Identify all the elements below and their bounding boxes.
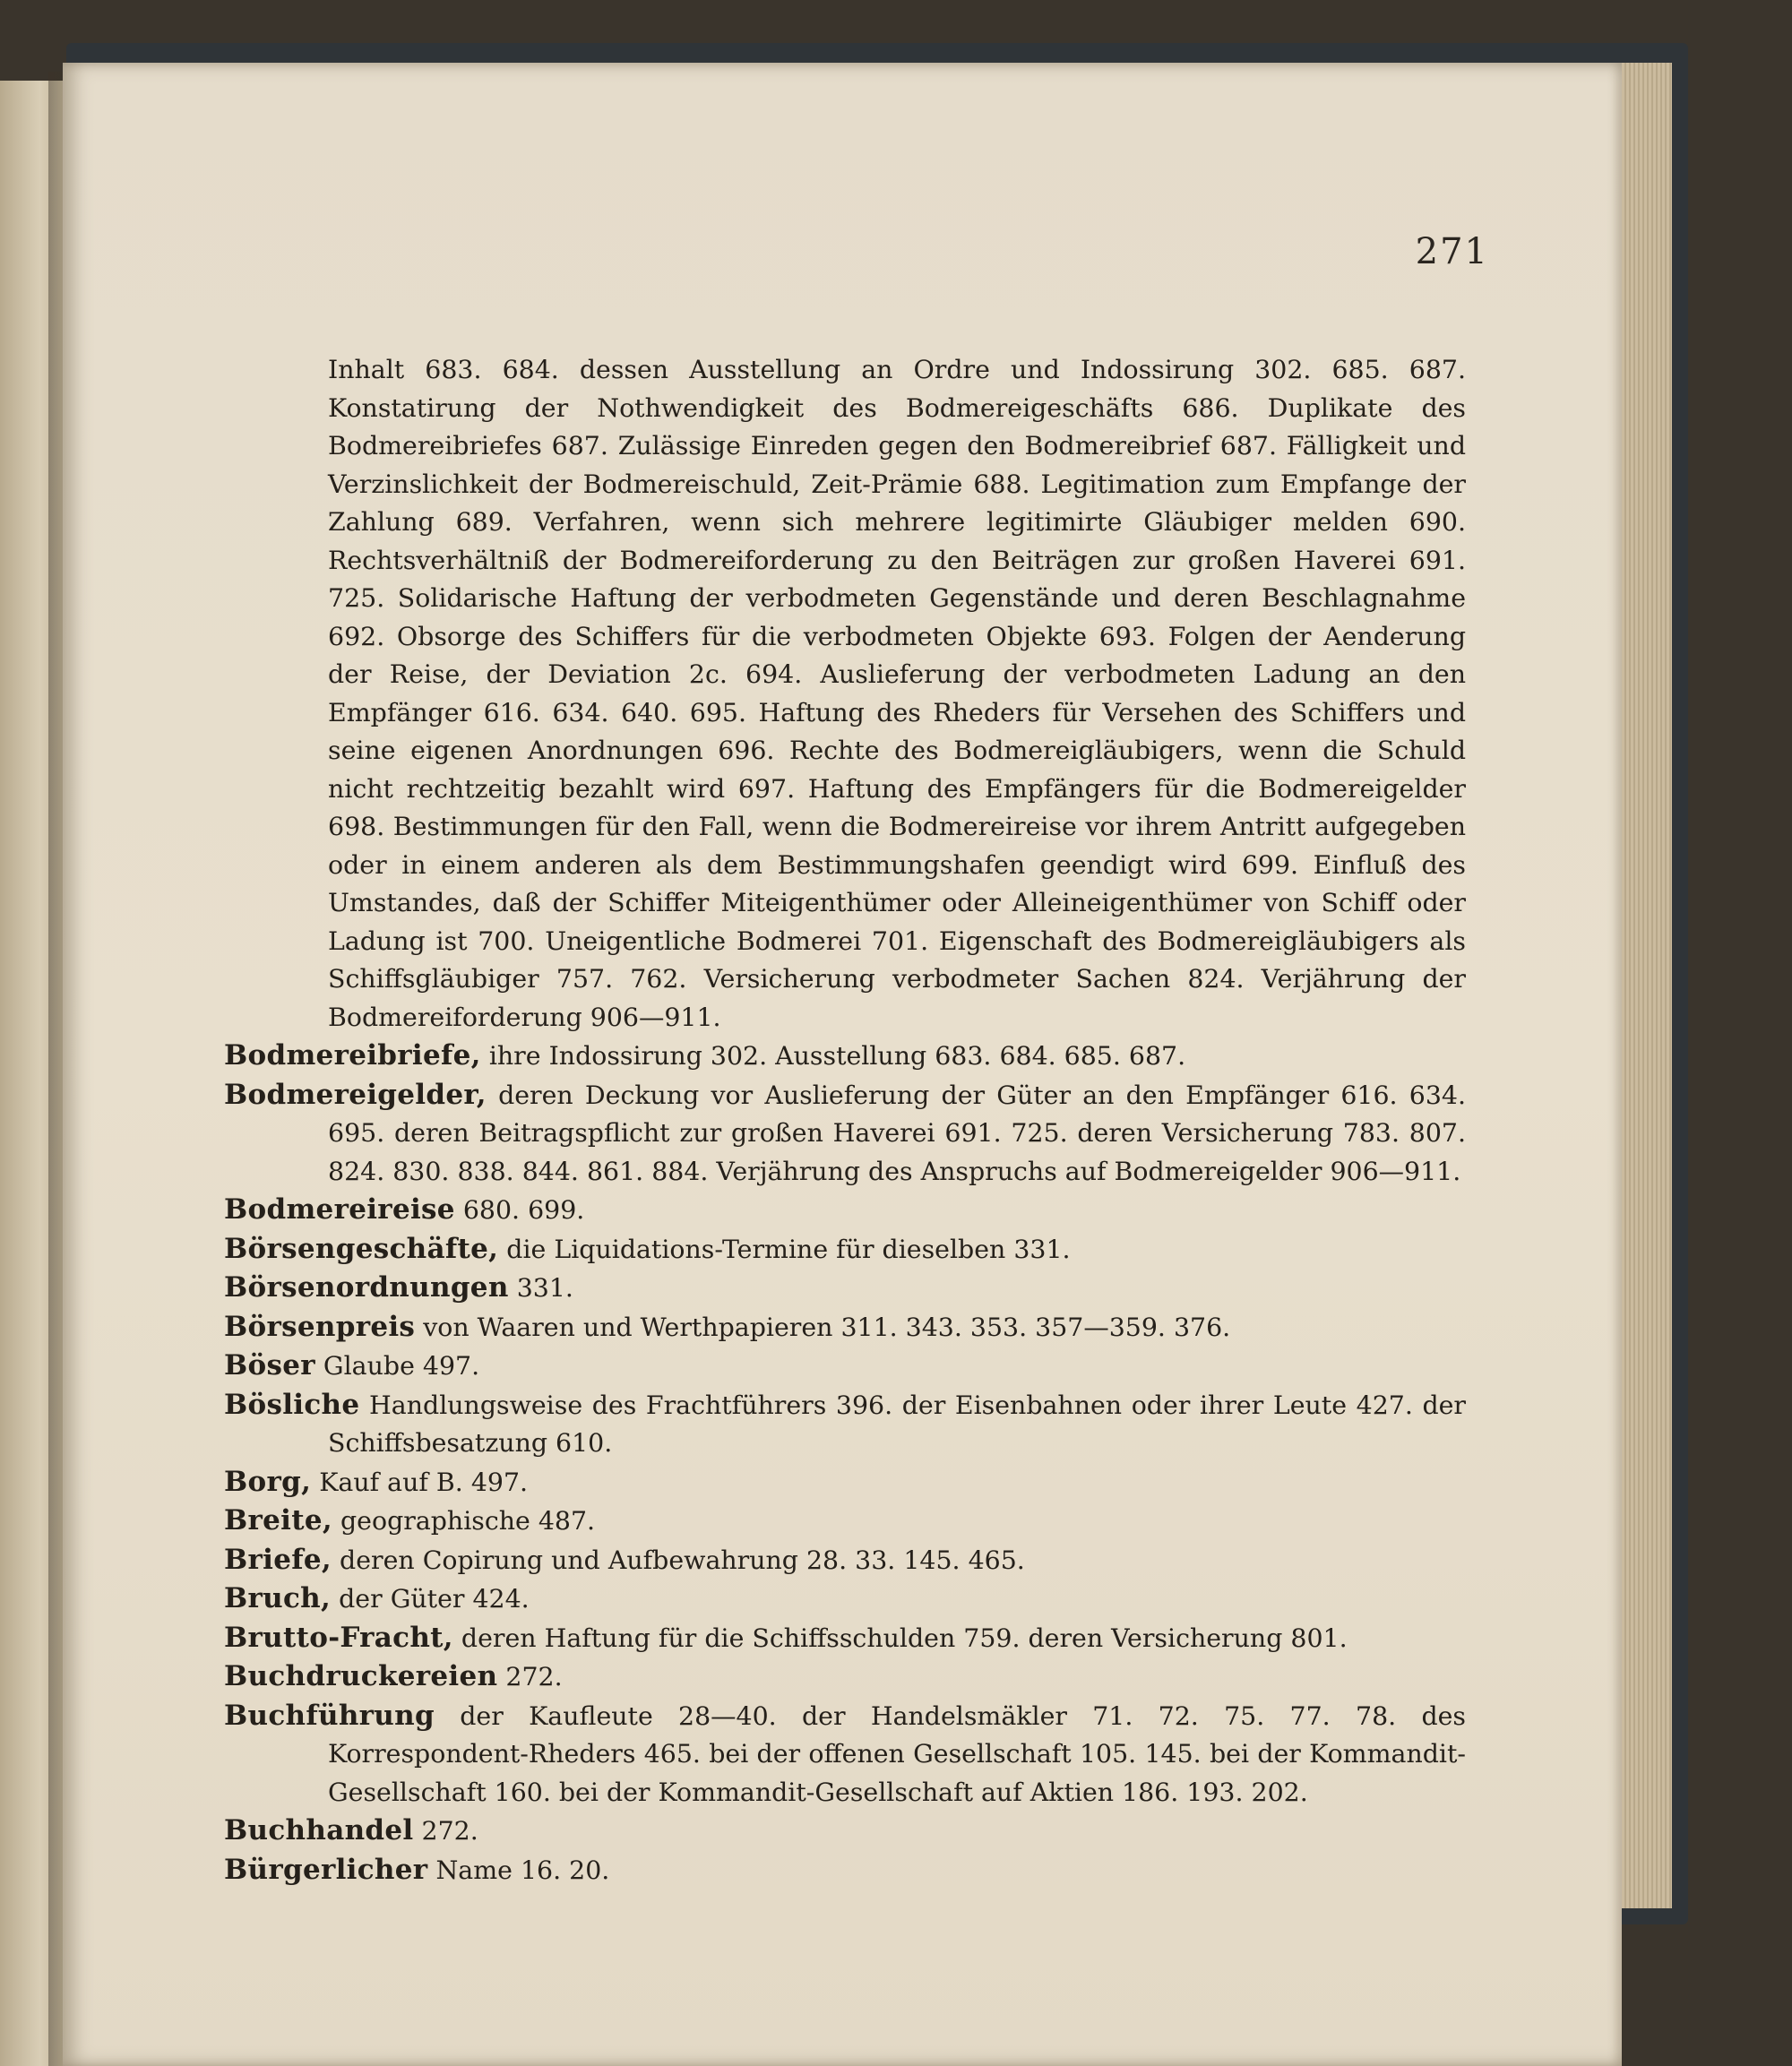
entry-term: Briefe, xyxy=(224,1543,332,1576)
index-entry xyxy=(224,1619,1466,1658)
entry-text: 272. xyxy=(421,1816,478,1846)
entry-text: Name 16. 20. xyxy=(435,1855,610,1885)
entry-text: deren Copirung und Aufbewahrung 28. 33. 145. 465. xyxy=(340,1545,1025,1575)
entry-term: Bodmereibriefe, xyxy=(224,1039,481,1072)
entry-term: Buchdruckereien xyxy=(224,1660,498,1692)
entry-text: deren Haftung für die Schiffsschulden 759. deren Versicherung 801. xyxy=(461,1623,1348,1653)
index-entry xyxy=(224,1463,1466,1502)
index-entry xyxy=(224,1386,1466,1463)
entry-term: Böser xyxy=(224,1349,315,1382)
index-entry xyxy=(224,1851,1466,1890)
book-page xyxy=(63,63,1622,2066)
entry-text: Kauf auf B. 497. xyxy=(319,1467,529,1497)
page-number: 271 xyxy=(1415,231,1489,272)
entry-term: Bodmereigelder, xyxy=(224,1078,487,1111)
index-entry xyxy=(224,1502,1466,1541)
entry-term: Buchführung xyxy=(224,1699,435,1732)
index-entry xyxy=(224,1191,1466,1230)
index-entry xyxy=(224,1076,1466,1192)
entry-term: Bruch, xyxy=(224,1582,332,1614)
entry-term: Börsenpreis xyxy=(224,1310,416,1343)
entry-term: Brutto-Fracht, xyxy=(224,1621,453,1654)
entry-text: Glaube 497. xyxy=(323,1351,480,1381)
entry-text: Handlungsweise des Frachtführers 396. der Eisenbahnen oder ihrer Leute 427. der Schiffsbesatzung 610. xyxy=(328,1390,1466,1458)
entry-text: der Kaufleute 28—40. der Handelsmäkler 71. 72. 75. 77. 78. des Korrespondent-Rheders 465. bei der offenen Gesellschaft 105. 145. bei der Kommandit-Gesellschaft 160. bei der Kommandit-Gesellschaft auf Aktien 186. 193. 202. xyxy=(328,1700,1466,1807)
index-entry xyxy=(224,1541,1466,1580)
index-entry-continuation xyxy=(224,351,1466,1037)
index-list xyxy=(224,351,1466,1890)
index-entry xyxy=(224,1697,1466,1812)
entry-text: 680. 699. xyxy=(462,1195,585,1225)
entry-term: Bodmereireise xyxy=(224,1193,455,1226)
entry-term: Breite, xyxy=(224,1504,332,1537)
entry-term: Buchhandel xyxy=(224,1814,414,1846)
entry-text: der Güter 424. xyxy=(339,1584,530,1614)
entry-term: Borg, xyxy=(224,1465,312,1498)
entry-text: die Liquidations-Termine für dieselben 331. xyxy=(506,1234,1071,1264)
entry-text: 272. xyxy=(505,1662,563,1692)
index-entry xyxy=(224,1037,1466,1076)
entry-text: 331. xyxy=(516,1273,573,1303)
entry-text: ihre Indossirung 302. Ausstellung 683. 684. 685. 687. xyxy=(488,1041,1186,1071)
entry-text: geographische 487. xyxy=(340,1506,596,1536)
entry-term: Bürgerlicher xyxy=(224,1853,428,1886)
entry-term: Börsenordnungen xyxy=(224,1271,509,1304)
index-entry xyxy=(224,1269,1466,1308)
index-entry xyxy=(224,1347,1466,1386)
index-entry xyxy=(224,1657,1466,1697)
index-entry xyxy=(224,1580,1466,1619)
entry-text: Inhalt 683. 684. dessen Ausstellung an Ordre und Indossirung 302. 685. 687. Konstatirung der Nothwendigkeit des Bodmereigeschäfts 686. Duplikate des Bodmereibriefes 687. Zulässige Einreden gegen den Bodmereibrief 687. Fälligkeit und Verzinslichkeit der Bodmereischuld, Zeit-Prämie 688. Legitimation zum Empfange der Zahlung 689. Verfahren, wenn sich mehrere legitimirte Gläubiger melden 690. Rechtsverhältniß der Bodmereiforderung zu den Beiträgen zur großen Haverei 691. 725. Solidarische Haftung der verbodmeten Gegenstände und deren Beschlagnahme 692. Obsorge des Schiffers für die verbodmeten Objekte 693. Folgen der Aenderung der Reise, der Deviation 2c. 694. Auslieferung der verbodmeten Ladung an den Empfänger 616. 634. 640. 695. Haftung des Rheders für Versehen des Schiffers und seine eigenen Anordnungen 696. Rechte des Bodmereigläubigers, wenn die Schuld nicht rechtzeitig bezahlt wird 697. Haftung des Empfängers für die Bodmereigelder 698. Bestimmungen für den Fall, wenn die Bodmereireise vor ihrem Antritt aufgegeben oder in einem anderen als dem Bestimmungshafen geendigt wird 699. Einfluß des Umstandes, daß der Schiffer Miteigenthümer oder Alleineigenthümer von Schiff oder Ladung ist 700. Uneigentliche Bodmerei 701. Eigenschaft des Bodmereigläubigers als Schiffsgläubiger 757. 762. Versicherung verbodmeter Sachen 824. Verjährung der Bodmereiforderung 906—911. xyxy=(328,355,1466,1032)
index-entry xyxy=(224,1230,1466,1270)
entry-text: von Waaren und Werthpapieren 311. 343. 353. 357—359. 376. xyxy=(423,1312,1231,1342)
index-entry xyxy=(224,1308,1466,1347)
index-entry xyxy=(224,1812,1466,1851)
entry-text: deren Deckung vor Auslieferung der Güter an den Empfänger 616. 634. 695. deren Beitragspflicht zur großen Haverei 691. 725. deren Versicherung 783. 807. 824. 830. 838. 844. 861. 884. Verjährung des Anspruchs auf Bodmereigelder 906—911. xyxy=(328,1080,1466,1186)
entry-term: Börsengeschäfte, xyxy=(224,1232,499,1265)
entry-term: Bösliche xyxy=(224,1388,360,1421)
